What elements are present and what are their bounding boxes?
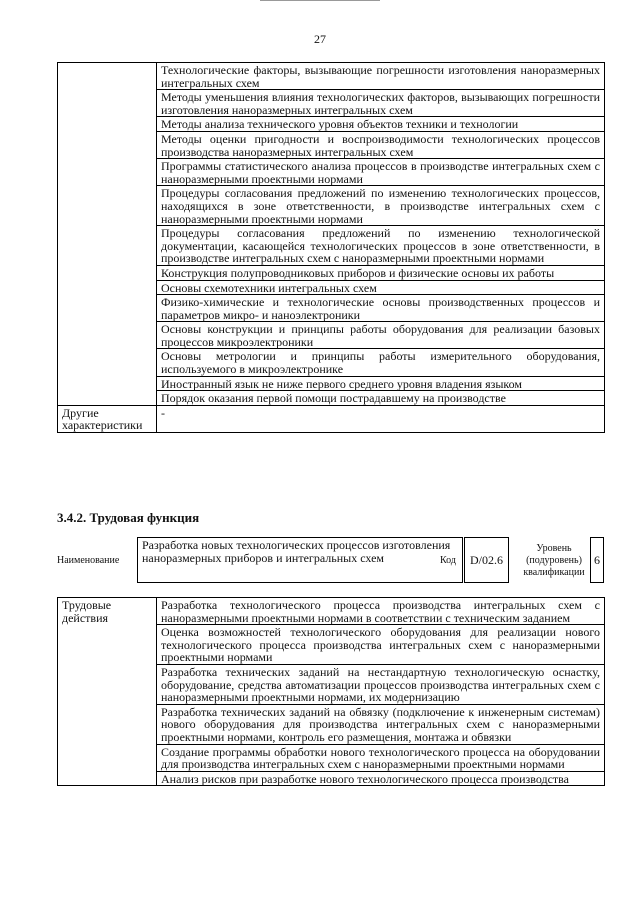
labor-actions-table [57,597,605,786]
level-value: 6 [590,537,604,583]
requirements-table [57,62,605,433]
table-cell: Анализ рисков при разработке нового технологического процесса производства [157,771,605,786]
table-row [58,598,605,625]
name-label: Наименование [57,555,120,566]
table-cell: Основы схемотехники интегральных схем [157,280,605,295]
table-cell: Создание программы обработки нового технологического процесса на оборудовании для производства интегральных схем с наноразмерными проектными нормами [157,744,605,771]
code-value: D/02.6 [464,537,509,583]
code-label: Код [440,555,456,566]
table-cell: Методы анализа технического уровня объектов техники и технологии [157,117,605,132]
table-row [58,405,605,432]
table-cell: Программы статистического анализа процессов в производстве интегральных схем с наноразмерными проектными нормами [157,159,605,186]
table-cell: Оценка возможностей технологического оборудования для реализации нового технологического процесса производства интегральных схем с наноразмерными проектными нормами [157,625,605,665]
section-heading: 3.4.2. Трудовая функция [57,510,200,525]
top-rule [260,0,380,1]
other-characteristics-value: - [157,405,605,432]
table-cell: Разработка технических заданий на обвязку (подключение к инженерным системам) нового оборудования для производства интегральных схем с наноразмерными проектными нормами, контроль его размещения, монтажа и обвязки [157,704,605,744]
level-label: Уровень (подуровень) квалификации [523,543,585,578]
other-characteristics-label: Другие характеристики [58,405,157,432]
name-value: Разработка новых технологических процессов изготовления наноразмерных приборов и интегральных схем [137,537,463,583]
table-cell: Иностранный язык не ниже первого среднего уровня владения языком [157,376,605,391]
table-cell: Порядок оказания первой помощи пострадавшему на производстве [157,391,605,406]
table-cell: Процедуры согласования предложений по изменению технологической документации, касающейся технологических процессов в зоне ответственности, в производстве интегральных схем с наноразмерными проектными нормами [157,226,605,266]
table-cell: Основы метрологии и принципы работы измерительного оборудования, используемого в микроэлектронике [157,349,605,376]
table-cell: Конструкция полупроводниковых приборов и физические основы их работы [157,265,605,280]
table-cell: Методы уменьшения влияния технологических факторов, вызывающих погрешности изготовления наноразмерных интегральных схем [157,90,605,117]
table-cell-empty [58,63,157,406]
table-cell: Разработка технологического процесса производства интегральных схем с наноразмерными проектными нормами в соответствии с техническим заданием [157,598,605,625]
table-cell: Методы оценки пригодности и воспроизводимости технологических процессов производства наноразмерных интегральных схем [157,131,605,158]
page-number: 27 [314,32,326,46]
table-cell: Основы конструкции и принципы работы оборудования для реализации базовых процессов микроэлектроники [157,322,605,349]
table-cell: Процедуры согласования предложений по изменению технологических процессов, находящихся в зоне ответственности, в производстве интегральных схем с наноразмерными проектными нормами [157,186,605,226]
function-header [57,537,604,583]
table-cell: Физико-химические и технологические основы производственных процессов и параметров микро- и наноэлектроники [157,295,605,322]
table-cell: Разработка технических заданий на нестандартную технологическую оснастку, оборудование, средства автоматизации процессов производства интегральных схем с наноразмерными проектными нормами, их модернизацию [157,664,605,704]
labor-actions-label: Трудовые действия [58,598,157,786]
table-row [58,63,605,90]
table-cell: Технологические факторы, вызывающие погрешности изготовления наноразмерных интегральных схем [157,63,605,90]
